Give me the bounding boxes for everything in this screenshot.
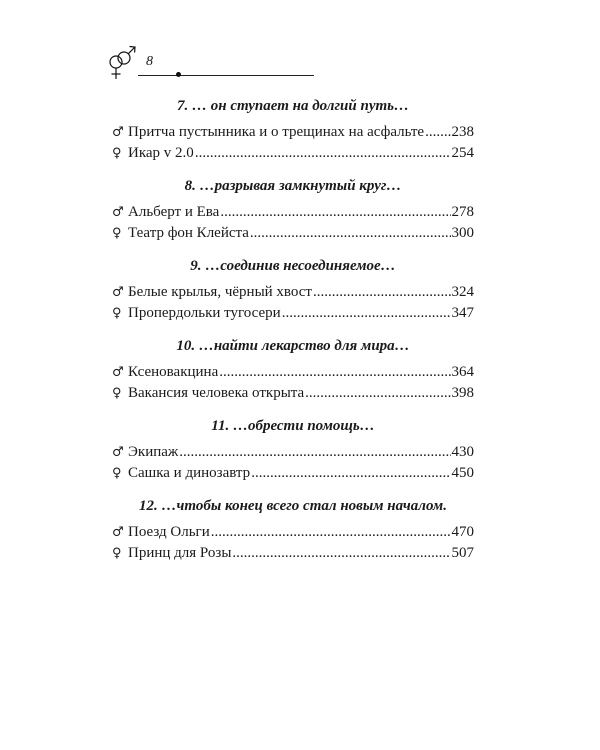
entry-title: Сашка и динозавтр	[128, 465, 251, 481]
entry-title: Альберт и Ева	[128, 204, 220, 220]
entry-title: Ксеновакцина	[128, 364, 219, 380]
entry-title: Икар v 2.0	[128, 145, 194, 161]
entry-page: 450	[451, 465, 474, 481]
entry-page: 398	[451, 385, 474, 401]
dot-leader	[251, 463, 450, 483]
table-of-contents	[112, 96, 474, 576]
toc-entry	[112, 202, 474, 223]
page-header	[106, 40, 326, 90]
entry-title: Вакансия человека открыта	[128, 385, 305, 401]
male-symbol-icon: ♂	[112, 445, 124, 460]
section-title: 8. …разрывая замкнутый круг…	[184, 178, 402, 194]
female-symbol-icon: ♀	[112, 226, 122, 241]
toc-entry	[112, 383, 474, 404]
entry-title: Принц для Розы	[128, 545, 232, 561]
toc-entry	[112, 122, 474, 143]
toc-entry	[112, 223, 474, 244]
toc-section	[112, 416, 474, 484]
dot-leader	[195, 143, 451, 163]
toc-entry	[112, 522, 474, 543]
entry-page: 254	[451, 145, 474, 161]
dot-leader	[250, 223, 451, 243]
entry-page: 507	[451, 545, 474, 561]
female-symbol-icon: ♀	[112, 466, 122, 481]
section-title: 10. …найти лекарство для мира…	[176, 338, 410, 354]
male-symbol-icon: ♂	[112, 205, 124, 220]
female-symbol-icon: ♀	[112, 546, 122, 561]
male-symbol-icon: ♂	[112, 525, 124, 540]
dot-leader	[220, 202, 450, 222]
header-rule	[138, 75, 314, 76]
section-title: 12. …чтобы конец всего стал новым началом.	[139, 498, 447, 514]
entry-title: Поезд Ольги	[128, 524, 210, 540]
toc-section	[112, 176, 474, 244]
toc-entry	[112, 143, 474, 164]
entry-page: 238	[451, 124, 474, 140]
entry-title: Театр фон Клейста	[128, 225, 249, 241]
female-symbol-icon: ♀	[112, 146, 122, 161]
dot-leader	[211, 522, 451, 542]
page-number: 8	[146, 54, 154, 69]
male-symbol-icon: ♂	[112, 125, 124, 140]
entry-page: 300	[451, 225, 474, 241]
section-title: 9. …соединив несоединяемое…	[190, 258, 396, 274]
male-symbol-icon: ♂	[112, 365, 124, 380]
entry-title: Экипаж	[128, 444, 179, 460]
toc-section	[112, 496, 474, 564]
entry-page: 430	[451, 444, 474, 460]
female-symbol-icon: ♀	[112, 386, 122, 401]
dot-leader	[282, 303, 451, 323]
toc-section	[112, 336, 474, 404]
dot-leader	[425, 122, 450, 142]
entry-page: 347	[451, 305, 474, 321]
toc-entry	[112, 543, 474, 564]
section-title: 7. … он ступает на долгий путь…	[177, 98, 409, 114]
entry-title: Пропердольки тугосери	[128, 305, 281, 321]
entry-page: 278	[451, 204, 474, 220]
male-female-symbol-icon	[106, 40, 140, 82]
toc-entry	[112, 442, 474, 463]
dot-leader	[232, 543, 450, 563]
female-symbol-icon: ♀	[112, 306, 122, 321]
dot-leader	[179, 442, 450, 462]
entry-title: Белые крылья, чёрный хвост	[128, 284, 312, 300]
entry-page: 470	[451, 524, 474, 540]
section-title: 11. …обрести помощь…	[211, 418, 375, 434]
header-dot	[176, 72, 181, 77]
entry-page: 324	[451, 284, 474, 300]
toc-section	[112, 96, 474, 164]
toc-entry	[112, 303, 474, 324]
male-symbol-icon: ♂	[112, 285, 124, 300]
dot-leader	[219, 362, 450, 382]
dot-leader	[305, 383, 450, 403]
dot-leader	[313, 282, 451, 302]
toc-entry	[112, 463, 474, 484]
entry-title: Притча пустынника и о трещинах на асфальте	[128, 124, 425, 140]
toc-entry	[112, 282, 474, 303]
toc-entry	[112, 362, 474, 383]
entry-page: 364	[451, 364, 474, 380]
toc-section	[112, 256, 474, 324]
